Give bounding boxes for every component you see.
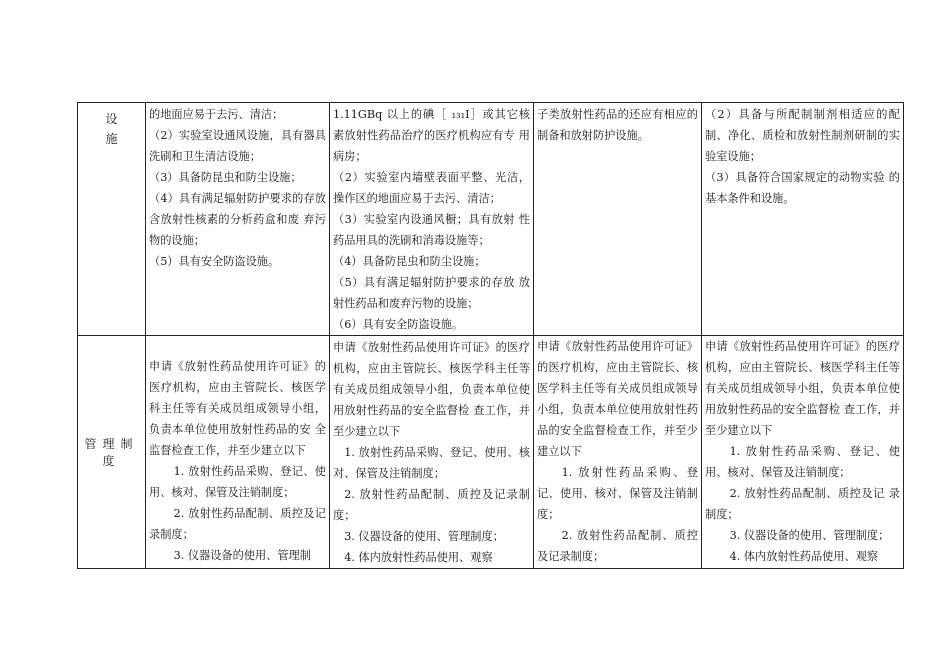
- cell-text: [146, 336, 329, 566]
- row-header-management: 管理制度: [84, 437, 139, 468]
- table-cell: [330, 103, 534, 336]
- table-cell: [534, 103, 702, 336]
- row-header-cell: [78, 103, 146, 336]
- paragraph: 4. 体内放射性药品使用、观察: [344, 551, 493, 564]
- requirements-table: [77, 102, 904, 569]
- paragraph: （6）具有安全防盗设施。: [333, 318, 464, 331]
- table-cell: [146, 336, 330, 569]
- paragraph: 申请《放射性药品使用许可证》的医疗机构，应由主管院长、核医学科主任等有关成员组成领导小组，负责本单位使用放射性药品的安全监督检 查工作，并至少建立以下: [333, 341, 530, 438]
- cell-text: [330, 103, 533, 335]
- paragraph: 2. 放射性药品配制、质控及记录制度；: [333, 488, 530, 522]
- paragraph: 子类放射性药品的还应有相应的制备和放射防护设施。: [537, 108, 698, 142]
- paragraph: 1.11GBq 以上的碘［ ₁₃₁I］或其它核素放射性药品治疗的医疗机构应有专 用病房；: [333, 108, 530, 163]
- paragraph: 申请《放射性药品使用许可证》的医疗机构，应由主管院长、核医学科主任等有关成员组成领导小组，负责本单位使用放射性药品的安全监督检查工作，并至少建立以下: [537, 340, 698, 458]
- table-row: [78, 336, 904, 569]
- row-header-facilities: 设 施: [105, 112, 118, 146]
- table-cell: [702, 336, 904, 569]
- paragraph: 2. 放射性药品配制、质控及记 录制度；: [705, 487, 900, 521]
- cell-text: [702, 336, 903, 567]
- paragraph: 3. 仪器设备的使用、管理制度；: [344, 530, 504, 543]
- cell-text: [330, 336, 533, 568]
- table-cell: [146, 103, 330, 336]
- paragraph: （3）具备符合国家规定的动物实验 的基本条件和设施。: [705, 171, 900, 205]
- paragraph: 申请《放射性药品使用许可证》的医疗机构，应由主管院长、核医学科主任等有关成员组成领导小组，负责本单位使用放射性药品的安 全监督检查工作，并至少建立以下: [149, 360, 326, 457]
- paragraph: 1. 放射性药品采购、登记、使用、核对、保管及注销制度；: [333, 446, 530, 480]
- paragraph: 2. 放射性药品配制、质控及记录制度；: [149, 507, 326, 541]
- paragraph: （3）具备防昆虫和防尘设施；: [149, 171, 302, 184]
- paragraph: （4）具有满足辐射防护要求的存放含放射性核素的分析药盒和废 弃污物的设施；: [149, 192, 326, 247]
- paragraph: 的地面应易于去污、清洁；: [149, 108, 284, 121]
- paragraph: （3）实验室内设通风橱；具有放射 性药品用具的洗刷和消毒设施等；: [333, 213, 530, 247]
- paragraph: 1. 放射性药品采购、登记、使用、核对、保管及注销制度；: [537, 466, 698, 521]
- table-cell: [702, 103, 904, 336]
- table-cell: [534, 336, 702, 569]
- paragraph: 4. 体内放射性药品使用、观察: [729, 550, 879, 563]
- paragraph: 2. 放射性药品配制、质控及记录制度；: [537, 529, 698, 563]
- paragraph: 1. 放射性药品采购、登记、使用、核对、保管及注销制度；: [149, 465, 326, 499]
- cell-text: [534, 336, 701, 567]
- paragraph: 3. 仪器设备的使用、管理制度；: [729, 529, 890, 542]
- row-header-cell: [78, 336, 146, 569]
- paragraph: （5）具有安全防盗设施。: [149, 255, 280, 268]
- table-cell: [330, 336, 534, 569]
- paragraph: （2）实验室内墙壁表面平整、光洁，操作区的地面应易于去污、清洁；: [333, 171, 530, 205]
- cell-text: [702, 103, 903, 209]
- table-row: [78, 103, 904, 336]
- paragraph: 申请《放射性药品使用许可证》的医疗机构，应由主管院长、核医学科主任等有关成员组成领导小组，负责本单位使用放射性药品的安全监督检 查工作，并至少建立以下: [705, 340, 900, 437]
- paragraph: 3. 仪器设备的使用、管理制: [173, 549, 311, 562]
- paragraph: 1. 放射性药品采购、登记、使用、核对、保管及注销制度；: [705, 445, 900, 479]
- paragraph: （2）实验室设通风设施，具有器具洗刷和卫生清洁设施；: [149, 129, 326, 163]
- paragraph: （5）具有满足辐射防护要求的存放 放射性药品和废弃污物的设施；: [333, 276, 530, 310]
- cell-text: [146, 103, 329, 272]
- paragraph: （2）具备与所配制制剂相适应的配制、净化、质检和放射性制剂研制的实验室设施；: [705, 108, 900, 163]
- cell-text: [534, 103, 701, 146]
- paragraph: （4）具备防昆虫和防尘设施；: [333, 255, 486, 268]
